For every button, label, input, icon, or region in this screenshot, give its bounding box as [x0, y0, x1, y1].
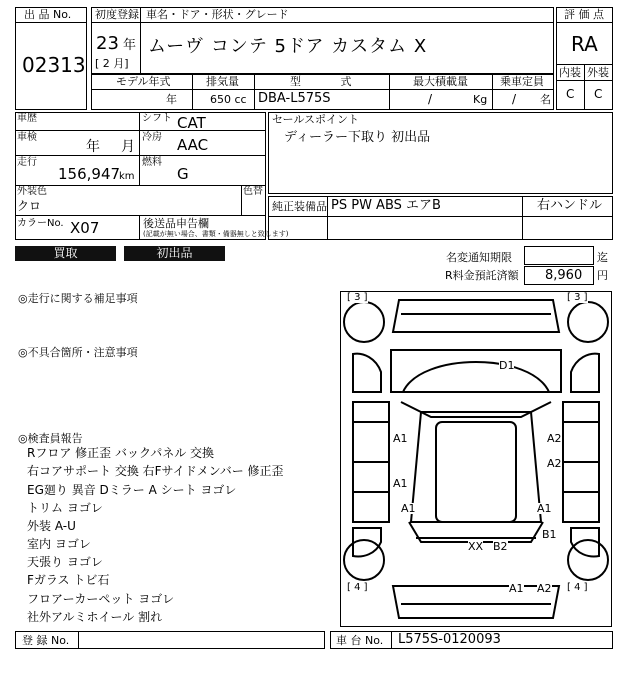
sales-point: ディーラー下取り 初出品: [284, 130, 431, 145]
damage-diagram: [340, 291, 612, 627]
mark-a1-left: A1: [401, 502, 416, 515]
history-label: 車歴: [17, 113, 37, 124]
fuel-label: 燃料: [142, 157, 162, 168]
tire-front-right: [568, 302, 608, 342]
report-line: 天張り ヨゴレ: [27, 555, 103, 569]
mark-a1-left: A1: [393, 432, 408, 445]
chassis-number-label: 車 台 No.: [336, 634, 384, 647]
equipment-label: 純正装備品: [272, 200, 327, 213]
report-line: EG廻り 異音 Dミラー A シート ヨゴレ: [27, 483, 237, 497]
report-line: 右コアサポート 交換 右Fサイドメンバー 修正歪: [27, 464, 284, 478]
ac-label: 冷房: [142, 132, 162, 143]
interior-grade: C: [566, 87, 575, 101]
vehicle-name-label: 車名・ドア・形状・グレード: [146, 8, 289, 21]
first-registration-label: 初度登録: [95, 8, 139, 21]
overall-score: RA: [571, 32, 598, 56]
model-year-label: モデル年式: [116, 75, 171, 88]
report-line: フロアーカーペット ヨゴレ: [27, 592, 175, 606]
recolor-label: 色替: [243, 186, 263, 197]
registration-number-label: 登 録 No.: [22, 634, 70, 647]
shift-value: CAT: [177, 114, 206, 132]
equipment: PS PW ABS エアB: [331, 198, 441, 213]
capacity-label: 乗車定員: [500, 75, 544, 88]
name-change-field: [524, 246, 594, 265]
model-year-unit: 年: [166, 93, 177, 106]
tire-front-left: [344, 302, 384, 342]
mileage-value: 156,947: [58, 165, 121, 183]
first-listing-badge: 初出品: [124, 246, 225, 261]
mark-a2-right: A2: [547, 457, 562, 470]
mark-a2-rear: A2: [537, 582, 552, 595]
max-load-label: 最大積載量: [413, 75, 468, 88]
tire-depth-front-right: [ 3 ]: [567, 292, 588, 303]
aftermarket-label: 後送品申告欄: [143, 217, 209, 230]
displacement: 650 cc: [210, 93, 247, 106]
interior-grade-label: 内装: [559, 66, 581, 79]
name-change-unit: 迄: [597, 251, 608, 264]
max-load-unit: Kg: [473, 93, 488, 106]
registration-year: 23: [96, 33, 119, 54]
report-line: 室内 ヨゴレ: [27, 537, 91, 551]
sales-point-label: セールスポイント: [272, 113, 360, 126]
color-number: X07: [70, 219, 100, 237]
registration-month: [ 2 月]: [95, 57, 129, 70]
shift-label: シフト: [142, 113, 172, 124]
exterior-grade-label: 外装: [587, 66, 609, 79]
inspection-year-unit: 年: [86, 139, 100, 155]
color-number-label: カラーNo.: [17, 218, 64, 229]
report-line: 外装 A-U: [27, 519, 76, 533]
ac-value: AAC: [177, 136, 209, 154]
model-label: 型 式: [290, 75, 370, 88]
car-outline-svg: [341, 292, 611, 626]
model-code: DBA-L575S: [258, 91, 331, 106]
exterior-color-label: 外装色: [17, 186, 47, 197]
capacity-unit: 名: [540, 93, 551, 106]
mark-a1-rear: A1: [509, 582, 524, 595]
mark-a2-right: A2: [547, 432, 562, 445]
score-label: 評 価 点: [564, 8, 604, 21]
recycle-fee-amount: 8,960: [545, 268, 583, 283]
mark-d1: D1: [499, 359, 515, 372]
exterior-grade: C: [594, 87, 603, 101]
report-line: Fガラス トビ石: [27, 573, 110, 587]
registration-year-unit: 年: [123, 38, 137, 53]
chassis-number: L575S-0120093: [398, 632, 501, 647]
report-line: トリム ヨゴレ: [27, 501, 103, 515]
defects-label: ◎不具合箇所・注意事項: [18, 346, 138, 359]
mark-b2: B2: [493, 540, 508, 553]
inspection-month-unit: 月: [121, 139, 135, 155]
exterior-color: クロ: [17, 199, 42, 213]
recycle-fee-label: R料金預託済額: [445, 269, 519, 282]
aftermarket-note: (記載が無い場合、書類・備器無しと致します): [143, 230, 289, 238]
recycle-fee-unit: 円: [597, 269, 608, 282]
steering-side: 右ハンドル: [537, 198, 603, 213]
lot-number-label: 出 品 No.: [24, 8, 72, 21]
lot-number: 02313: [22, 53, 86, 77]
mark-a1-left: A1: [393, 477, 408, 490]
mark-b1-right: B1: [542, 528, 557, 541]
name-change-label: 名変通知期限: [446, 251, 512, 264]
tire-depth-rear-right: [ 4 ]: [567, 582, 588, 593]
report-line: Rフロア 修正歪 バックパネル 交換: [27, 446, 215, 460]
vehicle-name: ムーヴ コンテ 5ドア カスタム X: [148, 36, 428, 57]
capacity-separator: /: [512, 92, 517, 106]
purchase-badge: 買取: [15, 246, 116, 261]
displacement-label: 排気量: [206, 75, 239, 88]
report-line: 社外アルミホイール 割れ: [27, 610, 163, 624]
tire-depth-rear-left: [ 4 ]: [347, 582, 368, 593]
max-load-separator: /: [428, 92, 433, 106]
mark-a1-right: A1: [537, 502, 552, 515]
mileage-label: 走行: [17, 157, 37, 168]
mileage-unit: km: [119, 171, 135, 182]
inspector-report-label: ◎検査員報告: [18, 432, 83, 445]
fuel-value: G: [177, 165, 189, 183]
inspection-label: 車検: [17, 132, 37, 143]
mark-xx: XX: [468, 540, 484, 553]
driving-notes-label: ◎走行に関する補足事項: [18, 292, 138, 305]
tire-depth-front-left: [ 3 ]: [347, 292, 368, 303]
